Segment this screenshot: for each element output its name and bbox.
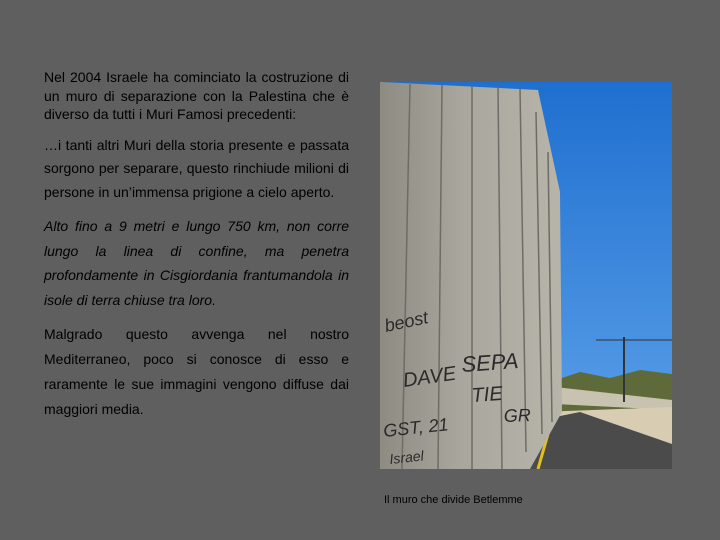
svg-text:Israel: Israel [388,447,425,467]
paragraph-intro: Nel 2004 Israele ha cominciato la costruzione di un muro di separazione con la Palestina che è diverso da tutti i Muri Famosi precedenti: [44,69,349,122]
svg-text:TIE: TIE [470,382,504,407]
paragraph-wall-dimensions: Alto fino a 9 metri e lungo 750 km, non corre lungo la linea di confine, ma penetra profondamente in Cisgiordania frantumandola in isole di terra chiuse tra loro. [44,218,349,308]
paragraph-walls-history: …i tanti altri Muri della storia presente e passata sorgono per separare, questo rinchiude milioni di persone in un’immensa prigione a cielo aperto. [44,136,349,200]
text-column [44,68,349,422]
svg-text:DAVE: DAVE [401,362,458,392]
paragraph-media-coverage: Malgrado questo avvenga nel nostro Mediterraneo, poco si conosce di esso e raramente le sue immagini vengono diffuse dai maggiori media. [44,326,349,417]
photo-caption: Il muro che divide Betlemme [384,494,523,506]
svg-text:SEPA: SEPA [460,348,520,377]
svg-text:beost: beost [382,307,430,336]
wall [380,82,562,469]
svg-text:GR: GR [503,405,532,426]
separation-wall-photo [380,82,672,469]
svg-text:GST, 21: GST, 21 [382,414,450,441]
